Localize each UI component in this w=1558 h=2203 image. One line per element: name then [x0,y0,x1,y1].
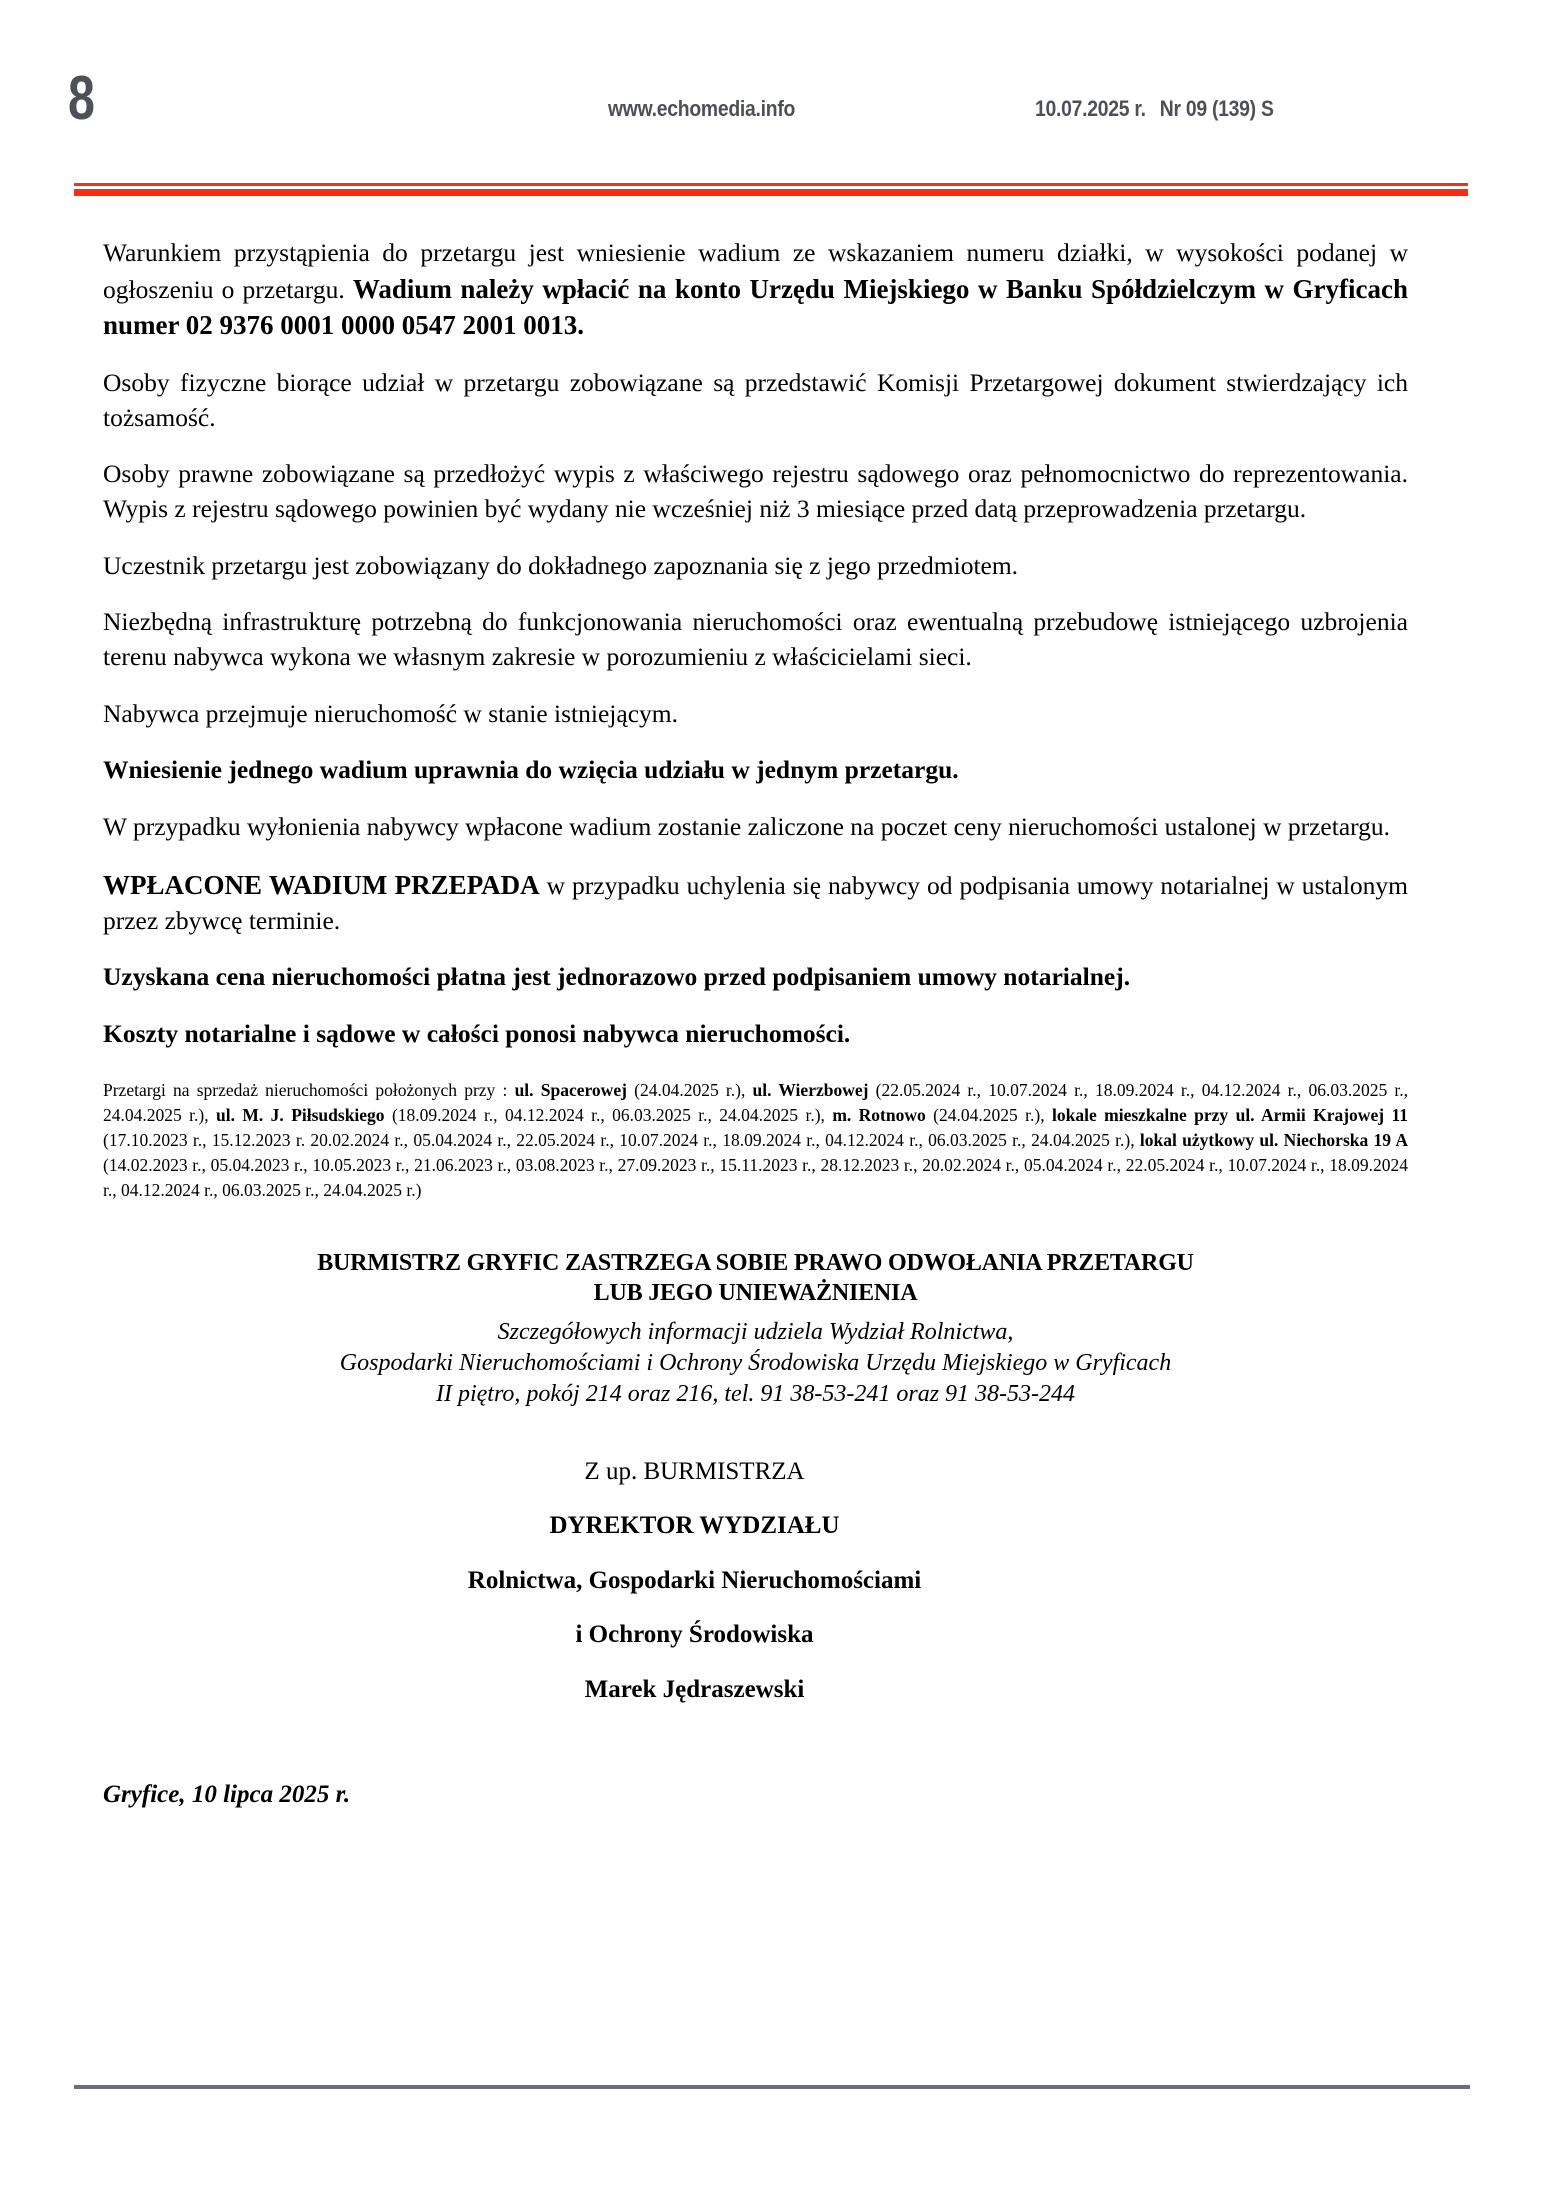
paragraph-natural-persons: Osoby fizyczne biorące udział w przetargu zobowiązane są przedstawić Komisji Przetargowej dokument stwierdzający ich tożsamość. [103,368,1408,432]
contact-line1: Szczegółowych informacji udziela Wydział Rolnictwa, [497,1318,1014,1345]
closing-block [103,1248,1408,1411]
paragraph-notary-costs: Koszty notarialne i sądowe w całości ponosi nabywca nieruchomości. [103,1018,851,1048]
page-header [0,64,1558,142]
place-and-date: Gryfice, 10 lipca 2025 r. [103,1781,351,1808]
fineprint-property-name: lokal użytkowy ul. Niechorska 19 A [1139,1129,1409,1150]
paragraph-wadium-account [103,236,1408,344]
header-divider [74,183,1468,196]
fineprint-property-dates: (24.04.2025 r.), [925,1104,1052,1125]
page-number: 8 [68,64,95,133]
fineprint-property-name: lokale mieszkalne przy ul. Armii Krajowej 11 [1052,1104,1408,1125]
reservation-notice [103,1248,1408,1309]
masthead-website: www.echomedia.info [608,96,796,121]
signature-block [103,1457,1286,1706]
signature-on-behalf: Z up. BURMISTRZA [584,1457,805,1485]
signature-department-line2: i Ochrony Środowiska [575,1621,814,1648]
contact-line2: Gospodarki Nieruchomościami i Ochrony Środowiska Urzędu Miejskiego w Gryficach [339,1350,1172,1377]
paragraph-wadium-forfeit [103,867,1408,938]
paragraph-one-wadium-rule: Wniesienie jednego wadium uprawnia do wzięcia udziału w jednym przetargu. [103,755,959,785]
signature-name: Marek Jędraszewski [584,1675,805,1703]
contact-information [103,1317,1408,1411]
signature-title: DYREKTOR WYDZIAŁU [549,1512,840,1539]
fineprint-property-dates: (17.10.2023 r., 15.12.2023 r. 20.02.2024 r., 05.04.2024 r., 22.05.2024 r., 10.07.2024 r., 18.09.2024 r., 04.12.2024 r., 06.03.2025 r., 24.04.2025 r.), [103,1129,1140,1150]
fineprint-property-dates: (18.09.2024 r., 04.12.2024 r., 06.03.2025 r., 24.04.2025 r.), [384,1104,833,1125]
paragraph-legal-persons: Osoby prawne zobowiązane są przedłożyć wypis z właściwego rejestru sądowego oraz pełnomocnictwo do reprezentowania. Wypis z rejestru sądowego powinien być wydany nie wcześniej niż 3 miesiące przed datą przeprowadzenia przetargu. [103,459,1408,524]
fineprint-property-dates: (22.05.2024 r., 10.07.2024 r., 18.09.2024 r., 04.12.2024 r., 06.03.2025 r., 24.04.2025 r.), [103,1079,1409,1125]
masthead-issue-number: Nr 09 (139) S [1159,96,1274,121]
fineprint-intro: Przetargi na sprzedaż nieruchomości położonych przy : [103,1079,515,1100]
signature-department-line1: Rolnictwa, Gospodarki Nieruchomościami [467,1566,922,1594]
paragraph-participant-obligation: Uczestnik przetargu jest zobowiązany do dokładnego zapoznania się z jego przedmiotem. [103,550,1019,580]
masthead-issue [1035,96,1274,122]
masthead-date: 10.07.2025 r. [1035,96,1146,121]
contact-line3: II piętro, pokój 214 oraz 216, tel. 91 38-53-241 oraz 91 38-53-244 [435,1381,1076,1408]
reservation-notice-line1: BURMISTRZ GRYFIC ZASTRZEGA SOBIE PRAWO ODWOŁANIA PRZETARGU [317,1249,1194,1276]
paragraph-price-payment: Uzyskana cena nieruchomości płatna jest jednorazowo przed podpisaniem umowy notarialnej. [103,962,1131,992]
forfeit-rest: w przypadku uchylenia się nabywcy od podpisania umowy notarialnej w ustalonym przez zbywcę terminie. [103,870,1408,935]
fineprint-property-name: ul. Spacerowej [514,1079,627,1100]
paragraph-text: Warunkiem przystąpienia do przetargu jest wniesienie wadium ze wskazaniem numeru działki, w wysokości podanej w ogłoszeniu o przetargu. [103,238,1408,304]
fineprint-property-dates: (24.04.2025 r.), [626,1079,753,1100]
footer-divider [74,2085,1470,2089]
paragraph-property-as-is: Nabywca przejmuje nieruchomość w stanie istniejącym. [103,698,678,728]
bank-account-emphasis: Wadium należy wpłacić na konto Urzędu Miejskiego w Banku Spółdzielczym w Gryficach numer 02 9376 0001 0000 0547 2001 0013. [103,273,1408,341]
paragraph-wadium-credit: W przypadku wyłonienia nabywcy wpłacone wadium zostanie zaliczone na poczet ceny nieruchomości ustalonej w przetargu. [103,812,1391,842]
fineprint-auction-history [103,1078,1408,1204]
forfeit-emphasis: WPŁACONE WADIUM PRZEPADA [103,869,540,900]
paragraph-infrastructure: Niezbędną infrastrukturę potrzebną do funkcjonowania nieruchomości oraz ewentualną przebudowę istniejącego uzbrojenia terenu nabywca wykona we własnym zakresie w porozumieniu z właścicielami sieci. [103,607,1408,672]
divider-rule-thick [74,189,1468,196]
document-body [103,236,1408,1809]
reservation-notice-line2: LUB JEGO UNIEWAŻNIENIA [593,1280,918,1307]
fineprint-property-name: m. Rotnowo [832,1104,926,1125]
fineprint-property-name: ul. M. J. Piłsudskiego [216,1104,385,1125]
fineprint-property-name: ul. Wierzbowej [752,1079,869,1100]
fineprint-property-dates: (14.02.2023 r., 05.04.2023 r., 10.05.2023 r., 21.06.2023 r., 03.08.2023 r., 27.09.2023 r., 15.11.2023 r., 28.12.2023 r., 20.02.2024 r., 05.04.2024 r., 22.05.2024 r., 10.07.2024 r., 18.09.2024 r., 04.12.2024 r., 06.03.2025 r., 24.04.2025 r.) [103,1155,1408,1201]
